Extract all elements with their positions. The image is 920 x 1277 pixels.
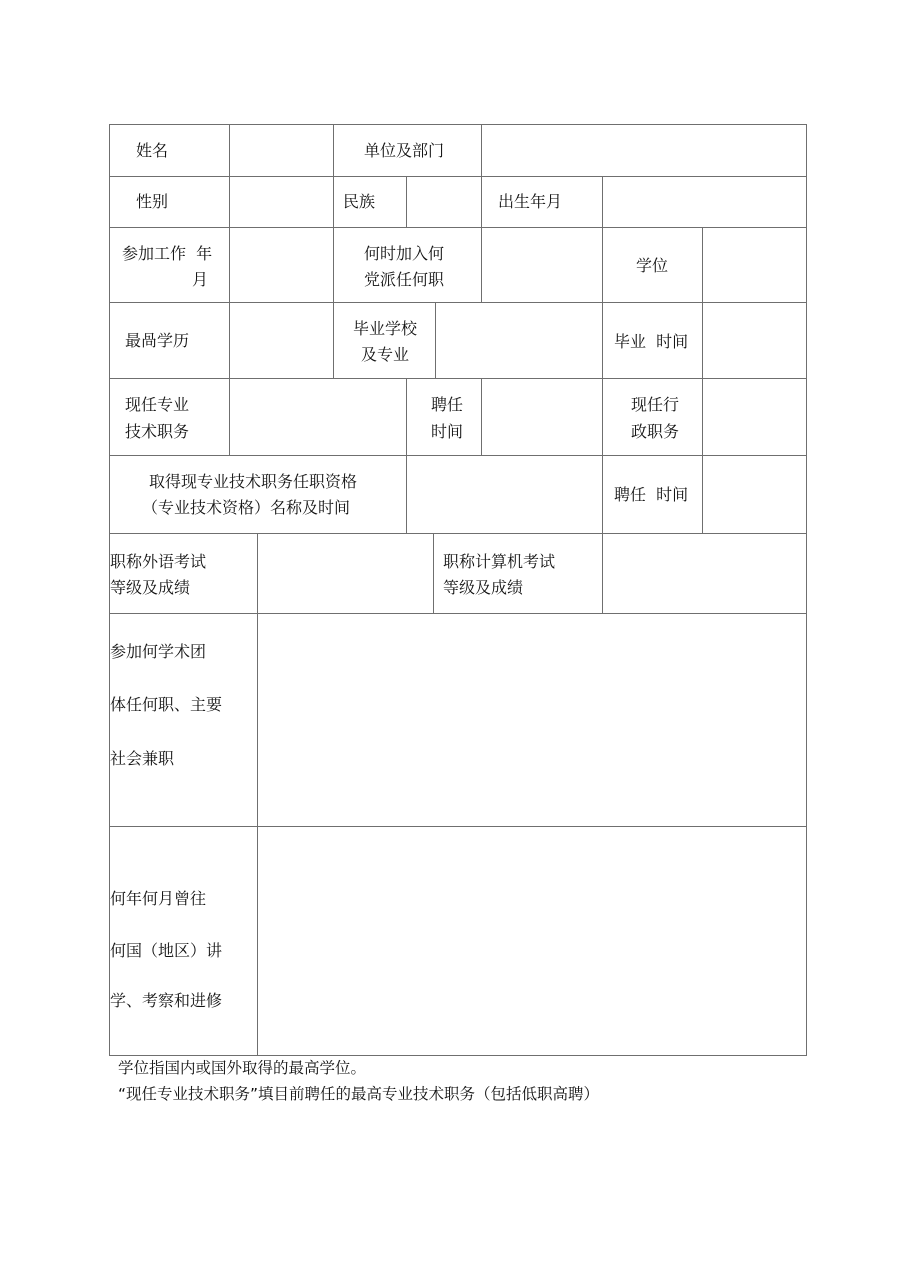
cell-divider: [433, 533, 434, 613]
row-divider: [109, 533, 807, 534]
cell-divider: [257, 533, 258, 613]
gender-label: 性别: [136, 192, 169, 211]
cell-divider: [602, 378, 603, 455]
cell-divider: [481, 378, 482, 455]
admin-label: 现任行: [631, 395, 680, 414]
cell-divider: [333, 227, 334, 302]
cell-divider: [602, 455, 603, 533]
school-label-cont: 及专业: [361, 345, 410, 364]
cell-divider: [602, 302, 603, 378]
cell-divider: [602, 533, 603, 613]
cell-divider: [406, 176, 407, 227]
footnote-title: “现任专业技术职务”填目前聘任的最高专业技术职务（包括低职高聘）: [118, 1085, 600, 1103]
foreign-exam-label: 职称外语考试: [110, 552, 207, 571]
hire-label: 聘任: [431, 395, 464, 414]
cell-divider: [333, 124, 334, 176]
cell-divider: [702, 378, 703, 455]
cell-divider: [406, 378, 407, 455]
hire-time-label: 聘任 时间: [614, 485, 689, 504]
hire-label-cont: 时间: [431, 422, 464, 441]
cell-divider: [229, 378, 230, 455]
cell-divider: [229, 176, 230, 227]
party-label: 何时加入何: [364, 244, 445, 263]
ethnicity-label: 民族: [343, 192, 376, 211]
cell-divider: [229, 124, 230, 176]
birth-label: 出生年月: [498, 192, 563, 211]
qualification-label-cont: （专业技术资格）名称及时间: [142, 498, 351, 517]
graduation-label: 毕业 时间: [614, 332, 689, 351]
unit-label: 单位及部门: [364, 141, 445, 160]
education-label: 最咼学历: [125, 331, 190, 350]
computer-exam-label: 职称计算机考试: [443, 552, 556, 571]
footnote-degree: 学位指国内或国外取得的最高学位。: [118, 1059, 367, 1077]
cell-divider: [257, 613, 258, 1056]
degree-label: 学位: [636, 256, 669, 275]
admin-label-cont: 政职务: [631, 422, 680, 441]
computer-exam-label-cont: 等级及成绩: [443, 578, 524, 597]
cell-divider: [602, 227, 603, 302]
work-start-label-cont: 月: [192, 270, 209, 289]
cell-divider: [602, 176, 603, 227]
cell-divider: [481, 227, 482, 302]
row-divider: [109, 826, 807, 827]
cell-divider: [481, 124, 482, 176]
cell-divider: [435, 302, 436, 378]
work-start-label: 参加工作 年: [122, 244, 213, 263]
title-label-cont: 技术职务: [125, 422, 190, 441]
cell-divider: [702, 302, 703, 378]
abroad-label: 何年何月曾往: [110, 889, 207, 908]
cell-divider: [702, 227, 703, 302]
cell-divider: [333, 302, 334, 378]
cell-divider: [406, 455, 407, 533]
academic-label: 参加何学术团: [110, 642, 207, 661]
cell-divider: [229, 227, 230, 302]
qualification-label: 取得现专业技术职务任职资格: [149, 472, 358, 491]
party-label-cont: 党派任何职: [364, 270, 445, 289]
abroad-label-cont: 何国（地区）讲: [110, 941, 223, 960]
academic-label-cont: 体任何职、主要: [110, 695, 223, 714]
abroad-label-end: 学、考察和进修: [110, 991, 223, 1010]
foreign-exam-label-cont: 等级及成绩: [110, 578, 191, 597]
row-divider: [109, 176, 807, 177]
academic-label-end: 社会兼职: [110, 749, 175, 768]
cell-divider: [333, 176, 334, 227]
school-label: 毕业学校: [353, 319, 418, 338]
cell-divider: [481, 176, 482, 227]
cell-divider: [229, 302, 230, 378]
title-label: 现任专业: [125, 395, 190, 414]
name-label: 姓名: [136, 141, 169, 160]
cell-divider: [702, 455, 703, 533]
row-divider: [109, 613, 807, 614]
